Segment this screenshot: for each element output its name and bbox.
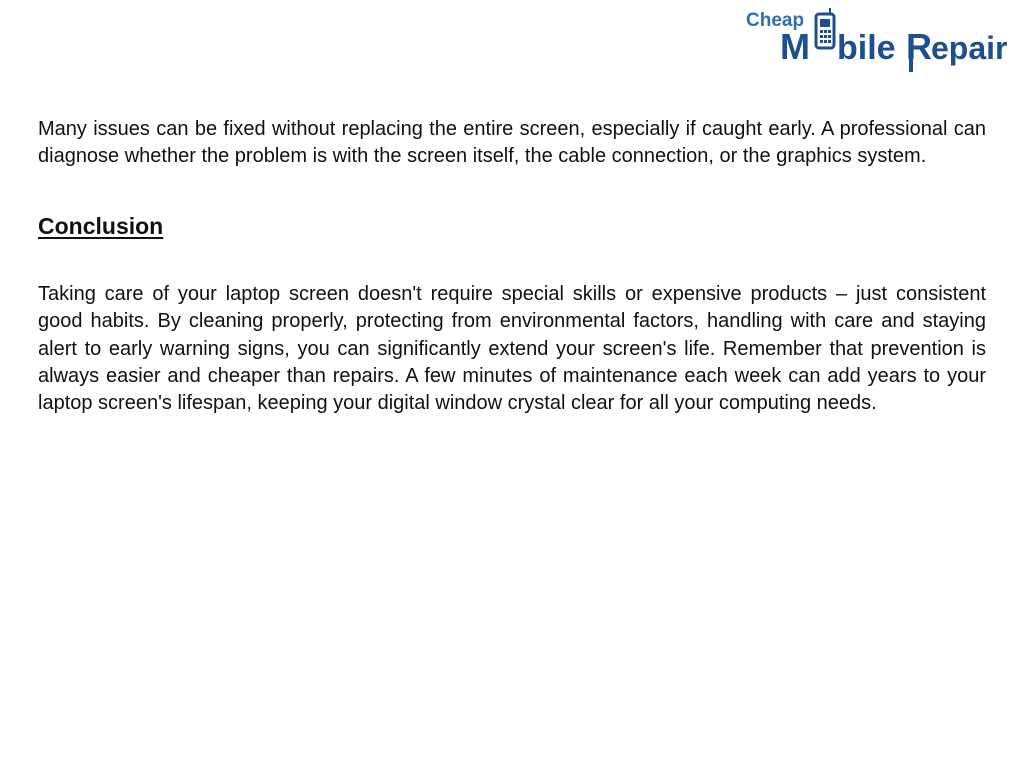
document-body	[38, 116, 986, 418]
conclusion-paragraph: Taking care of your laptop screen doesn't require special skills or expensive products – just consistent good habits. By cleaning properly, protecting from environmental factors, handling with care and staying alert to early warning signs, you can significantly extend your screen's life. Remember that prevention is always easier and cheaper than repairs. A few minutes of maintenance each week can add years to your laptop screen's lifespan, keeping your digital window crystal clear for all your computing needs.	[38, 282, 986, 415]
svg-text:bile: bile	[837, 29, 896, 67]
svg-text:R: R	[906, 26, 932, 67]
intro-paragraph: Many issues can be fixed without replacing the entire screen, especially if caught early. A professional can diagnose whether the problem is with the screen itself, the cable connection, or the graphics system.	[38, 118, 986, 168]
svg-text:epair: epair	[931, 30, 1008, 66]
brand-logo	[744, 6, 1022, 76]
mobile-phone-logo-icon	[744, 6, 1022, 76]
conclusion-heading: Conclusion	[38, 212, 164, 239]
svg-text:M: M	[780, 26, 810, 67]
svg-text:Cheap: Cheap	[746, 10, 805, 31]
